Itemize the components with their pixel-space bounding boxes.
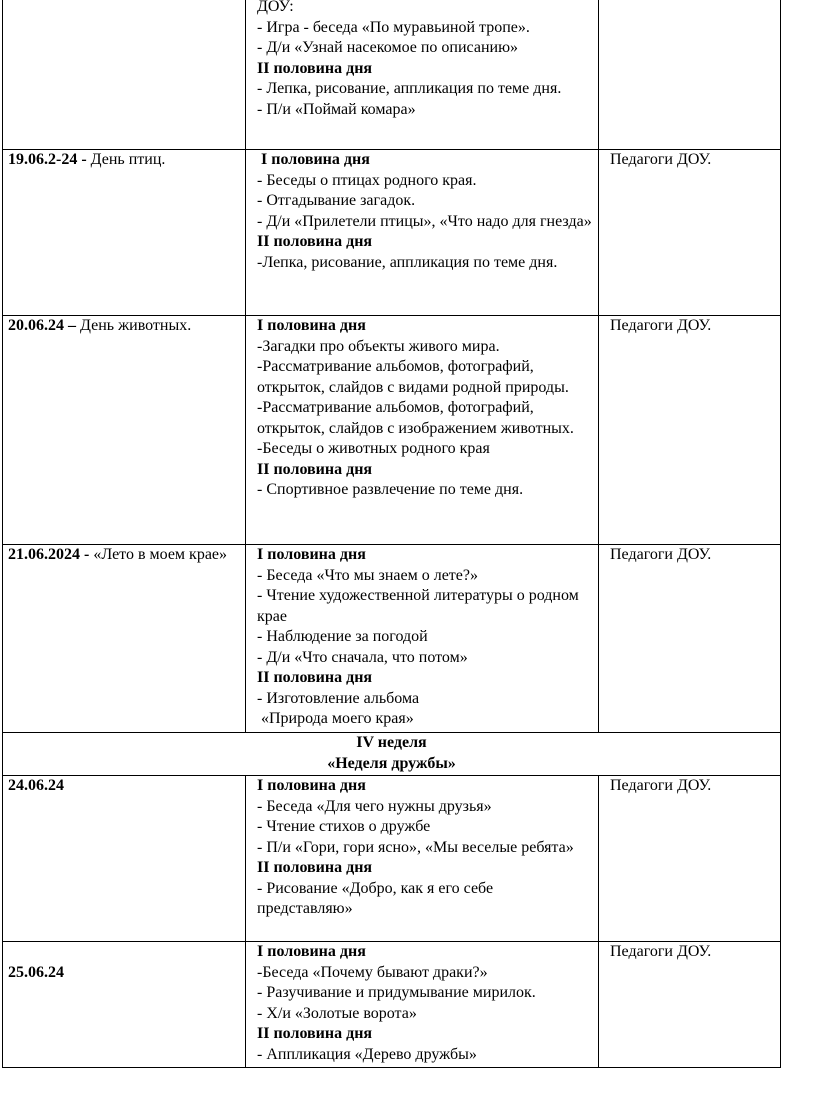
- date-cell: [3, 150, 246, 316]
- half-day-heading: I половина дня: [257, 546, 366, 563]
- half-day-heading: I половина дня: [257, 151, 370, 168]
- activity-line: - Лепка, рисование, аппликация по теме дня.: [257, 80, 562, 97]
- summer-plan-table: [2, 0, 781, 1068]
- week-header-cell: [3, 733, 781, 776]
- activity-line: - Беседа «Что мы знаем о лете?»: [257, 566, 478, 584]
- responsible-cell: Педагоги ДОУ.: [599, 545, 781, 733]
- activity-line: -Рассматривание альбомов, фотографий, открыток, слайдов с изображением животных.: [257, 399, 574, 437]
- date-cell: [3, 942, 246, 1068]
- activity-line: - Д/и «Прилетели птицы», «Что надо для гнезда»: [257, 212, 592, 230]
- half-day-heading: I половина дня: [257, 777, 366, 794]
- half-day-heading: II половина дня: [257, 669, 373, 686]
- activity-line: -Беседы о животных родного края: [257, 440, 490, 457]
- activity-line: - Наблюдение за погодой: [257, 628, 428, 645]
- responsible-cell: [599, 0, 781, 150]
- activities-cell: [246, 776, 599, 942]
- activity-line: - Беседы о птицах родного края.: [257, 171, 477, 189]
- table-row: [3, 316, 781, 545]
- activity-line: - П/и «Гори, гори ясно», «Мы веселые ребята»: [257, 838, 574, 856]
- activity-line: - Изготовление альбома: [257, 689, 420, 707]
- responsible-cell: Педагоги ДОУ.: [599, 150, 781, 316]
- week-theme: «Неделя дружбы»: [327, 754, 456, 772]
- activity-line: - Аппликация «Дерево дружбы»: [257, 1045, 477, 1063]
- half-day-heading: II половина дня: [257, 1025, 373, 1042]
- table-row: [3, 776, 781, 942]
- activity-line: - Беседа «Для чего нужны друзья»: [257, 797, 492, 815]
- half-day-heading: II половина дня: [257, 460, 373, 478]
- activities-cell: [246, 942, 599, 1068]
- activity-line: -Лепка, рисование, аппликация по теме дня.: [257, 253, 558, 271]
- half-day-heading: II половина дня: [257, 233, 373, 250]
- day-theme: День птиц.: [86, 151, 166, 168]
- day-theme: День животных.: [76, 317, 192, 334]
- activities-cell: [246, 0, 599, 150]
- date-label: 25.06.24: [8, 963, 64, 981]
- responsible-cell: Педагоги ДОУ.: [599, 942, 781, 1068]
- activity-line: - Чтение художественной литературы о родном крае: [257, 587, 579, 625]
- activity-line: ДОУ:: [257, 0, 294, 15]
- spacer: [8, 942, 239, 963]
- table-row: [3, 545, 781, 733]
- date-cell: [3, 545, 246, 733]
- table-row: [3, 942, 781, 1068]
- activity-line: - Х/и «Золотые ворота»: [257, 1004, 417, 1022]
- week-title: IV неделя: [356, 734, 427, 751]
- week-header-row: [3, 733, 781, 776]
- half-day-heading: II половина дня: [257, 59, 373, 77]
- activity-line: «Природа моего края»: [257, 710, 414, 727]
- activities-cell: [246, 316, 599, 545]
- day-theme: «Лето в моем крае»: [89, 546, 228, 563]
- activity-line: - П/и «Поймай комара»: [257, 100, 416, 118]
- date-cell: [3, 0, 246, 150]
- responsible-cell: Педагоги ДОУ.: [599, 776, 781, 942]
- date-label: 20.06.24 –: [8, 317, 76, 334]
- activities-cell: [246, 150, 599, 316]
- activities-cell: [246, 545, 599, 733]
- half-day-heading: I половина дня: [257, 317, 366, 334]
- date-label: 24.06.24: [8, 777, 64, 794]
- date-cell: [3, 776, 246, 942]
- activity-line: - Рисование «Добро, как я его себе представляю»: [257, 879, 494, 917]
- date-cell: [3, 316, 246, 545]
- activity-line: - Д/и «Что сначала, что потом»: [257, 648, 468, 666]
- half-day-heading: I половина дня: [257, 943, 366, 960]
- half-day-heading: II половина дня: [257, 859, 373, 876]
- activity-line: - Разучивание и придумывание мирилок.: [257, 984, 536, 1001]
- responsible-cell: Педагоги ДОУ.: [599, 316, 781, 545]
- activity-line: -Беседа «Почему бывают драки?»: [257, 963, 488, 981]
- activity-line: - Отгадывание загадок.: [257, 192, 416, 209]
- table-row: [3, 150, 781, 316]
- activity-line: - Чтение стихов о дружбе: [257, 818, 431, 835]
- date-label: 21.06.2024 -: [8, 546, 90, 563]
- table-row: [3, 0, 781, 150]
- activity-line: - Игра - беседа «По муравьиной тропе».: [257, 18, 530, 36]
- activity-line: - Спортивное развлечение по теме дня.: [257, 481, 524, 498]
- date-label: 19.06.2-24 -: [8, 151, 87, 168]
- activity-line: - Д/и «Узнай насекомое по описанию»: [257, 39, 519, 56]
- activity-line: -Загадки про объекты живого мира.: [257, 337, 500, 355]
- activity-line: -Рассматривание альбомов, фотографий, открыток, слайдов с видами родной природы.: [257, 358, 569, 396]
